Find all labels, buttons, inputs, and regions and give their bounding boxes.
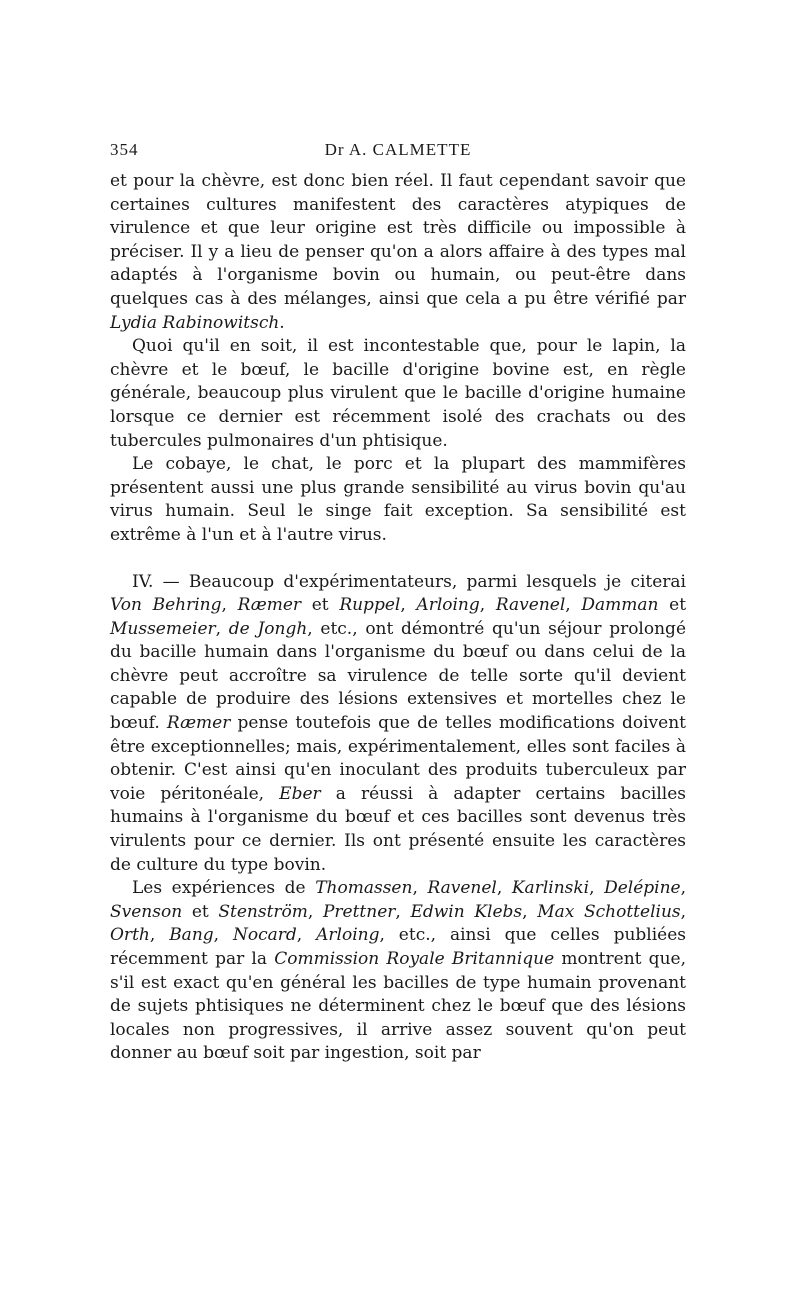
running-head: Dr A. CALMETTE <box>324 140 472 159</box>
italic-name: Orth <box>110 925 150 946</box>
text-run: montrent que, s'il est exact qu'en général les bacilles de type humain provenant de sujets phtisiques ne déterminent chez le bœuf que des lésions locales non progressives, il arrive assez souvent qu'on peut donner au bœuf soit par ingestion, soit par <box>110 949 686 1064</box>
paragraph <box>110 571 686 878</box>
italic-name: Edwin Klebs <box>410 901 523 922</box>
italic-name: Prettner <box>322 901 396 922</box>
text-run: , <box>412 878 428 899</box>
italic-name: Nocard <box>233 925 297 946</box>
italic-name: Arloing <box>316 925 380 946</box>
italic-name: Von Behring <box>110 595 222 616</box>
text-run: , <box>680 878 687 899</box>
paragraph <box>110 170 686 335</box>
italic-name: Damman <box>581 595 659 616</box>
text-run: , etc., ainsi que celles publiées récemment par la <box>110 925 687 969</box>
paragraph <box>110 877 686 1066</box>
text-run: , <box>149 925 170 946</box>
italic-name: Ræmer <box>237 595 302 616</box>
book-page <box>110 140 686 1066</box>
text-run: a réussi à adapter certains bacilles humains à l'organisme du bœuf et ces bacilles sont devenus très virulents pour ce dernier. Ils ont présenté ensuite les caractères de culture du type bovin. <box>110 783 686 875</box>
text-run: , <box>395 901 411 922</box>
text-run: et <box>301 595 340 616</box>
text-run: Le cobaye, le chat, le porc et la plupart des mammifères présentent aussi une plus grande sensibilité au virus bovin qu'au virus humain. Seul le singe fait exception. Sa sensibilité est extrême à l'un et à l'autre virus. <box>110 454 686 545</box>
italic-name: Stenström <box>218 901 308 922</box>
italic-name: Lydia Rabinowitsch <box>110 312 280 333</box>
page-body <box>110 170 686 1066</box>
text-run: , <box>213 925 233 946</box>
italic-name: Ravenel <box>495 595 566 616</box>
italic-name: Karlinski <box>511 878 590 899</box>
italic-name: Mussemeier <box>110 618 216 639</box>
text-run: pense toutefois que de telles modifications doivent être exceptionnelles; mais, expérimentalement, elles sont faciles à obtenir. C'est ainsi qu'en inoculant des produits tuberculeux par voie péritonéale, <box>110 713 686 804</box>
italic-name: de Jongh <box>228 618 308 639</box>
text-run: , <box>221 595 238 616</box>
text-run: Les expériences de <box>132 878 316 899</box>
text-run: , <box>307 901 323 922</box>
text-run: , <box>479 595 496 616</box>
italic-name: Ruppel <box>339 595 401 616</box>
italic-name: Bang <box>169 925 214 946</box>
italic-name: Delépine <box>604 878 681 899</box>
text-run: , <box>589 878 605 899</box>
italic-name: Eber <box>279 783 321 804</box>
paragraph <box>110 453 686 547</box>
italic-name: Svenson <box>110 901 183 922</box>
italic-name: Ræmer <box>166 713 231 734</box>
text-run: , <box>680 901 687 922</box>
page-number: 354 <box>110 140 139 159</box>
italic-name: Commission Royale Britannique <box>274 949 555 969</box>
italic-name: Thomassen <box>315 878 413 899</box>
italic-name: Arloing <box>416 595 480 616</box>
text-run: Quoi qu'il en soit, il est incontestable que, pour le lapin, la chèvre et le bœuf, le bacille d'origine bovine est, en règle générale, beaucoup plus virulent que le bacille d'origine humaine lorsque ce dernier est récemment isolé des crachats ou des tubercules pulmonaires d'un phtisique. <box>110 336 686 451</box>
text-run: , <box>400 595 417 616</box>
text-run: et <box>658 595 687 616</box>
text-run: et pour la chèvre, est donc bien réel. Il faut cependant savoir que certaines cultures manifestent des caractères atypiques de virulence et que leur origine est très difficile ou impossible à préciser. Il y a lieu de penser qu'on a alors affaire à des types mal adaptés à l'organisme bovin ou humain, ou peut-être dans quelques cas à des mélanges, ainsi que cela a pu être vérifié par <box>110 171 686 309</box>
italic-name: Max Schottelius <box>537 901 681 922</box>
text-run: , <box>215 618 229 639</box>
text-run: , <box>522 901 538 922</box>
text-run: , etc., ont démontré qu'un séjour prolongé du bacille humain dans l'organisme du bœuf ou dans celui de la chèvre peut accroître sa virulence de telle sorte qu'il devient capable de produire des lésions extensives et mortelles chez le bœuf. <box>110 618 686 734</box>
text-run: . <box>279 312 285 333</box>
page-header <box>110 140 686 170</box>
text-run: , <box>565 595 582 616</box>
text-run: IV. — Beaucoup d'expérimentateurs, parmi lesquels je citerai <box>132 571 686 592</box>
italic-name: Ravenel <box>427 878 497 899</box>
text-run: et <box>182 901 219 922</box>
text-run: , <box>496 878 512 899</box>
text-run: , <box>296 925 317 946</box>
paragraph <box>110 335 686 453</box>
